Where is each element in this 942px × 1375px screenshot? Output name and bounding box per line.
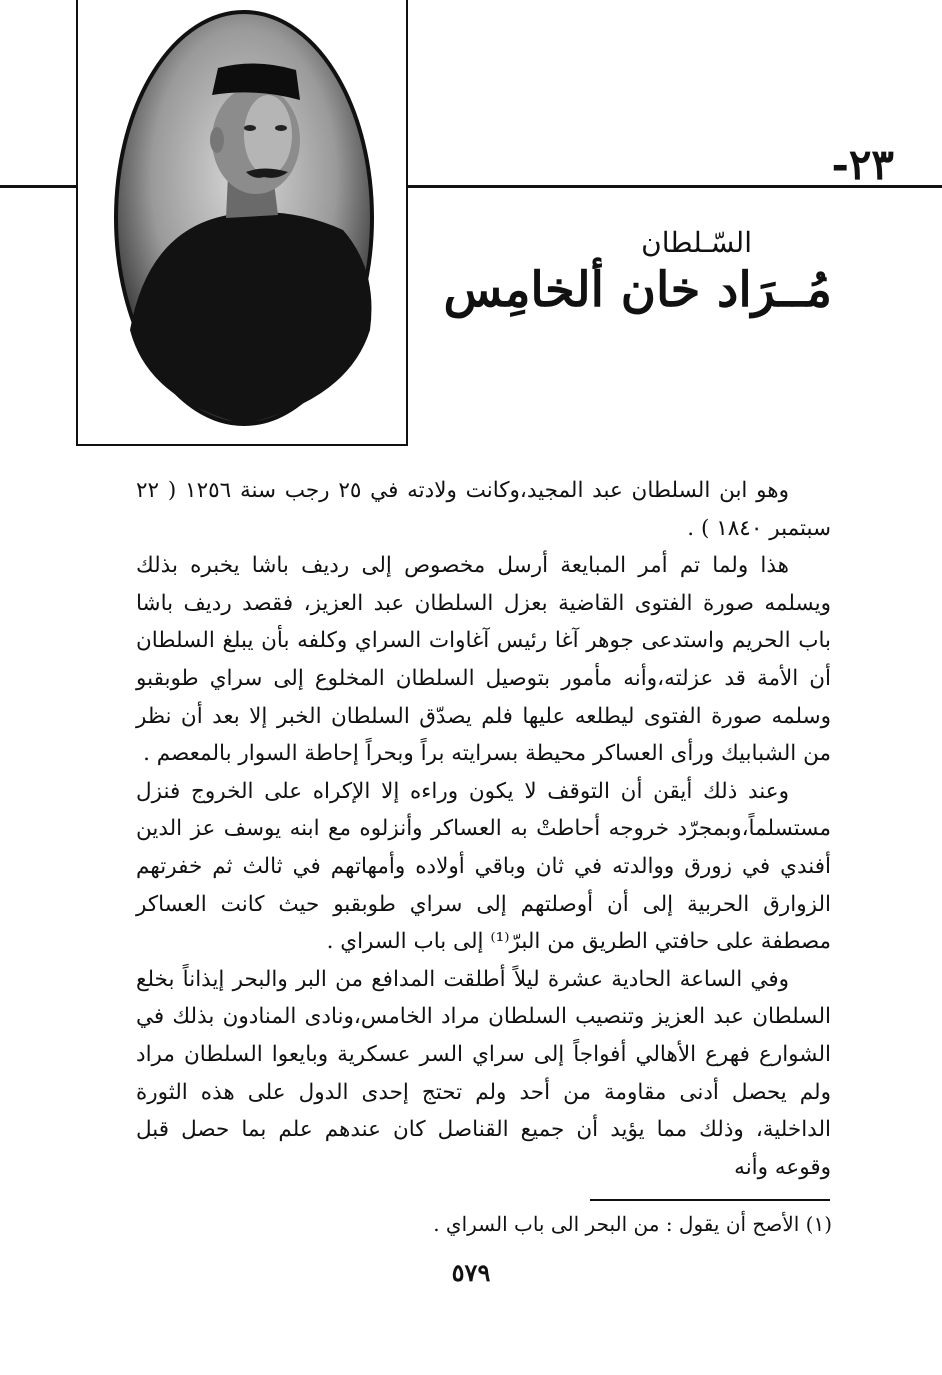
- header-rule-left: [0, 185, 76, 188]
- portrait-image: [78, 0, 410, 446]
- body-text: [136, 472, 831, 1186]
- paragraph-3: وعند ذلك أيقن أن التوقف لا يكون وراءه إلا الإكراه على الخروج فنزل مستسلماً،وبمجرّد خروجه أحاطتْ به العساكر وأنزلوه مع ابنه يوسف عز الدين أفندي في زورق ووالدته في ثان وباقي أولاده وأمهاتهم في ثالث ثم خفرتهم الزوارق الحربية إلى أن أوصلتهم إلى سراي طوبقبو حيث كانت العساكر مصطفة على حافتي الطريق من البرّ⁽¹⁾ إلى باب السراي .: [136, 778, 831, 955]
- chapter-number: ٢٣-: [831, 140, 894, 189]
- page-number: ٥٧٩: [451, 1258, 491, 1287]
- footnote-separator: [590, 1199, 830, 1201]
- chapter-subtitle: السّـلطان: [641, 226, 752, 259]
- chapter-title: مُــرَاد خان ألخامِس: [443, 262, 832, 318]
- portrait-frame: [76, 0, 408, 446]
- paragraph-1: وهو ابن السلطان عبد المجيد،وكانت ولادته في ٢٥ رجب سنة ١٢٥٦ ( ٢٢ سبتمبر ١٨٤٠ ) .: [136, 478, 831, 541]
- footnote: (١) الأصح أن يقول : من البحر الى باب السراي .: [433, 1212, 832, 1236]
- paragraph-2: هذا ولما تم أمر المبايعة أرسل مخصوص إلى رديف باشا يخبره بذلك ويسلمه صورة الفتوى القاضية بعزل السلطان عبد العزيز، فقصد رديف باشا باب الحريم واستدعى جوهر آغا رئيس آغاوات السراي وكلفه بأن يبلغ السلطان أن الأمة قد عزلته،وأنه مأمور بتوصيل السلطان المخلوع إلى سراي طوبقبو وسلمه صورة الفتوى ليطلعه عليها فلم يصدّق السلطان الخبر إلا بعد أن نظر من الشبابيك ورأى العساكر محيطة بسرايته براً وبحراً إحاطة السوار بالمعصم .: [136, 553, 831, 767]
- paragraph-4: وفي الساعة الحادية عشرة ليلاً أطلقت المدافع من البر والبحر إيذاناً بخلع السلطان عبد العزيز وتنصيب السلطان مراد الخامس،ونادى المنادون بذلك في الشوارع فهرع الأهالي أفواجاً إلى سراي السر عسكرية وبايعوا السلطان مراد ولم يحصل أدنى مقاومة من أحد ولم تحتج إحدى الدول على هذه الثورة الداخلية، وذلك مما يؤيد أن جميع القناصل كان عندهم علم بما حصل قبل وقوعه وأنه: [136, 966, 831, 1180]
